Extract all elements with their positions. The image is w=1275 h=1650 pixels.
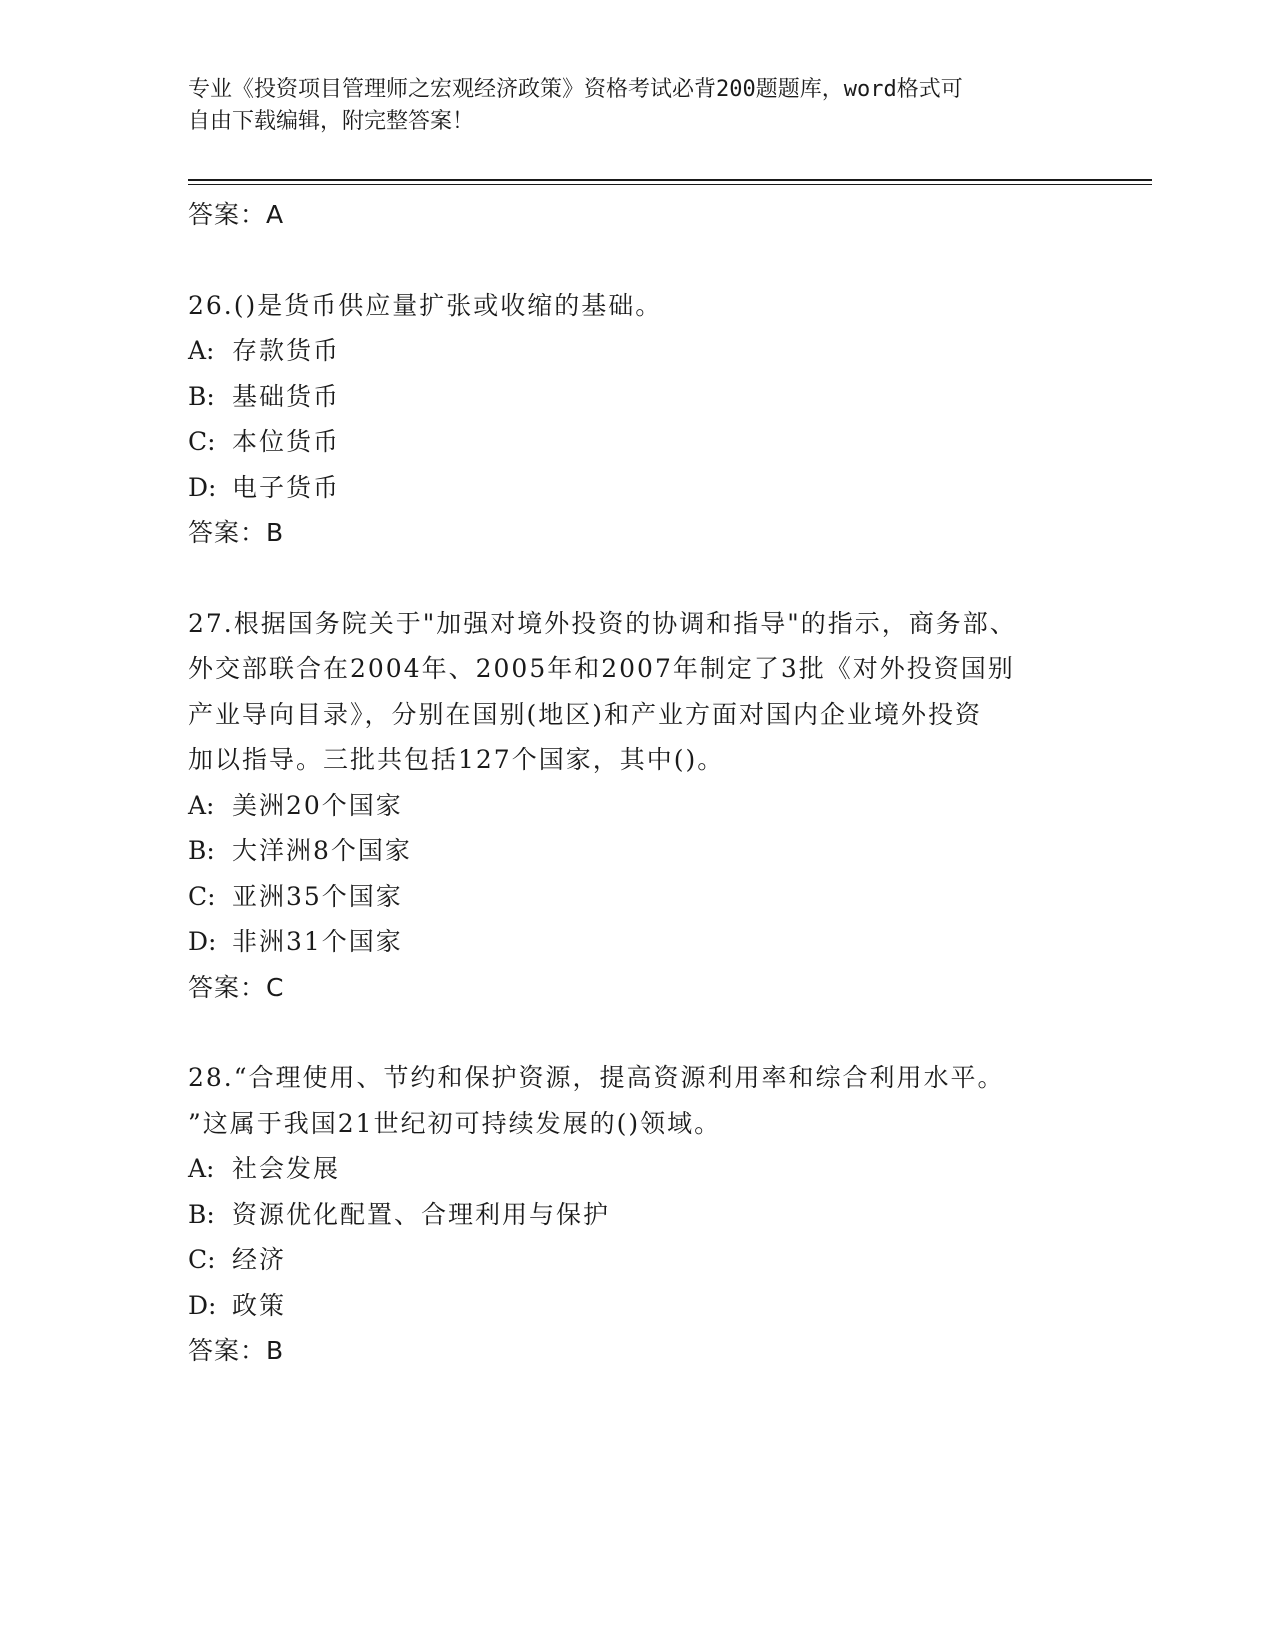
option-b	[188, 374, 1088, 420]
answer: 答案：B	[188, 1336, 285, 1365]
option-text: 非洲31个国家	[232, 927, 403, 956]
option-d	[188, 919, 1088, 965]
option-letter: A:	[188, 1154, 215, 1183]
option-letter: C:	[188, 427, 216, 456]
document-header	[188, 74, 1068, 138]
option-letter: D:	[188, 1290, 217, 1320]
question-stem-line-3: 产业导向目录》，分别在国别(地区)和产业方面对国内企业境外投资	[188, 699, 983, 729]
option-text: 经济	[232, 1245, 287, 1274]
question-28	[188, 1055, 1088, 1374]
header-rule-thick	[188, 179, 1152, 181]
question-stem-line-1: 28.“合理使用、节约和保护资源，提高资源利用率和综合利用水平。	[188, 1063, 1005, 1092]
option-c	[188, 419, 1088, 465]
option-letter: A:	[188, 790, 215, 820]
answer: 答案：C	[188, 972, 285, 1002]
option-d	[188, 1283, 1088, 1329]
header-rule-thin	[188, 184, 1152, 185]
option-text: 亚洲35个国家	[232, 881, 403, 911]
option-letter: A:	[188, 336, 215, 365]
option-letter: B:	[188, 381, 215, 411]
option-letter: B:	[188, 836, 215, 865]
question-stem-line-2: 外交部联合在2004年、2005年和2007年制定了3批《对外投资国别	[188, 654, 1015, 683]
question-stem-line-2: ”这属于我国21世纪初可持续发展的()领域。	[188, 1108, 722, 1138]
spacer	[188, 556, 1088, 601]
option-d	[188, 465, 1088, 511]
option-c	[188, 1237, 1088, 1283]
question-27	[188, 601, 1088, 1011]
question-list	[188, 192, 1088, 1374]
spacer	[188, 1010, 1088, 1055]
option-a	[188, 1146, 1088, 1192]
option-letter: C:	[188, 881, 216, 911]
option-letter: B:	[188, 1199, 215, 1229]
option-text: 本位货币	[232, 427, 341, 456]
spacer	[188, 238, 1088, 283]
option-letter: C:	[188, 1245, 216, 1274]
option-text: 美洲20个国家	[232, 790, 403, 820]
answer: 答案：B	[188, 518, 285, 547]
option-text: 资源优化配置、合理利用与保护	[232, 1199, 611, 1229]
option-letter: D:	[188, 472, 217, 502]
option-text: 政策	[232, 1290, 287, 1320]
option-a	[188, 783, 1088, 829]
question-stem-line-4: 加以指导。三批共包括127个国家，其中()。	[188, 745, 725, 774]
question-26	[188, 283, 1088, 556]
option-a	[188, 328, 1088, 374]
option-c	[188, 874, 1088, 920]
option-text: 社会发展	[232, 1154, 341, 1183]
option-letter: D:	[188, 927, 217, 956]
header-line-1: 专业《投资项目管理师之宏观经济政策》资格考试必背200题题库，word格式可	[188, 77, 963, 102]
option-text: 电子货币	[232, 472, 341, 502]
question-stem-line-1: 27.根据国务院关于"加强对境外投资的协调和指导"的指示，商务部、	[188, 608, 1017, 638]
option-b	[188, 828, 1088, 874]
header-line-2: 自由下载编辑，附完整答案！	[188, 109, 475, 134]
previous-answer: 答案：A	[188, 200, 285, 229]
option-b	[188, 1192, 1088, 1238]
question-stem: 26.()是货币供应量扩张或收缩的基础。	[188, 290, 663, 320]
option-text: 大洋洲8个国家	[232, 836, 412, 865]
option-text: 存款货币	[232, 336, 341, 365]
option-text: 基础货币	[232, 381, 341, 411]
